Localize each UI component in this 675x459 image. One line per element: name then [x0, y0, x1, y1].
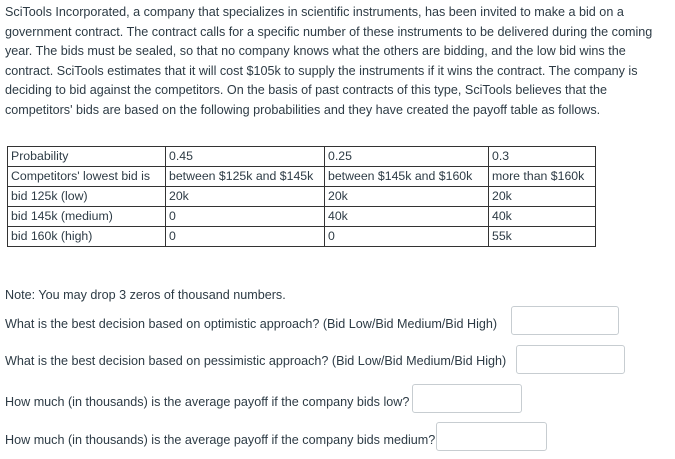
table-cell: Probability	[8, 147, 166, 167]
table-cell: Competitors' lowest bid is	[8, 167, 166, 187]
table-cell: bid 145k (medium)	[8, 207, 166, 227]
payoff-table	[7, 146, 596, 247]
table-cell: bid 160k (high)	[8, 227, 166, 247]
answer-optimistic-input[interactable]	[511, 306, 619, 335]
table-row	[8, 167, 596, 187]
table-cell: between $145k and $160k	[325, 167, 489, 187]
table-cell: 0	[166, 207, 325, 227]
answer-average-low-input[interactable]	[412, 384, 522, 413]
table-cell: between $125k and $145k	[166, 167, 325, 187]
table-cell: 0	[166, 227, 325, 247]
table-cell: 20k	[489, 187, 596, 207]
problem-description: SciTools Incorporated, a company that specializes in scientific instruments, has been invited to make a bid on a government contract. The contract calls for a specific number of these instruments to be delivered during the coming year. The bids must be sealed, so that no company knows what the others are bidding, and the low bid wins the contract. SciTools estimates that it will cost $105k to supply the instruments if it wins the contract. The company is deciding to bid against the competitors. On the basis of past contracts of this type, SciTools believes that the competitors' bids are based on the following probabilities and they have created the payoff table as follows.	[5, 5, 653, 117]
table-cell: 20k	[166, 187, 325, 207]
table-cell: 0.3	[489, 147, 596, 167]
table-row	[8, 147, 596, 167]
answer-pessimistic-input[interactable]	[516, 345, 625, 374]
answer-average-medium-input[interactable]	[436, 422, 547, 451]
table-cell: 0	[325, 227, 489, 247]
question-average-low: How much (in thousands) is the average payoff if the company bids low?	[5, 395, 410, 409]
question-average-medium: How much (in thousands) is the average payoff if the company bids medium?	[5, 433, 436, 447]
question-pessimistic: What is the best decision based on pessimistic approach? (Bid Low/Bid Medium/Bid High)	[5, 354, 507, 368]
table-cell: 20k	[325, 187, 489, 207]
table-cell: 40k	[489, 207, 596, 227]
note-text: Note: You may drop 3 zeros of thousand numbers.	[5, 288, 286, 302]
table-row	[8, 187, 596, 207]
table-cell: 0.25	[325, 147, 489, 167]
table-row	[8, 207, 596, 227]
table-cell: bid 125k (low)	[8, 187, 166, 207]
table-cell: 0.45	[166, 147, 325, 167]
table-cell: more than $160k	[489, 167, 596, 187]
question-optimistic: What is the best decision based on optimistic approach? (Bid Low/Bid Medium/Bid High)	[5, 317, 498, 331]
table-cell: 40k	[325, 207, 489, 227]
table-row	[8, 227, 596, 247]
table-cell: 55k	[489, 227, 596, 247]
